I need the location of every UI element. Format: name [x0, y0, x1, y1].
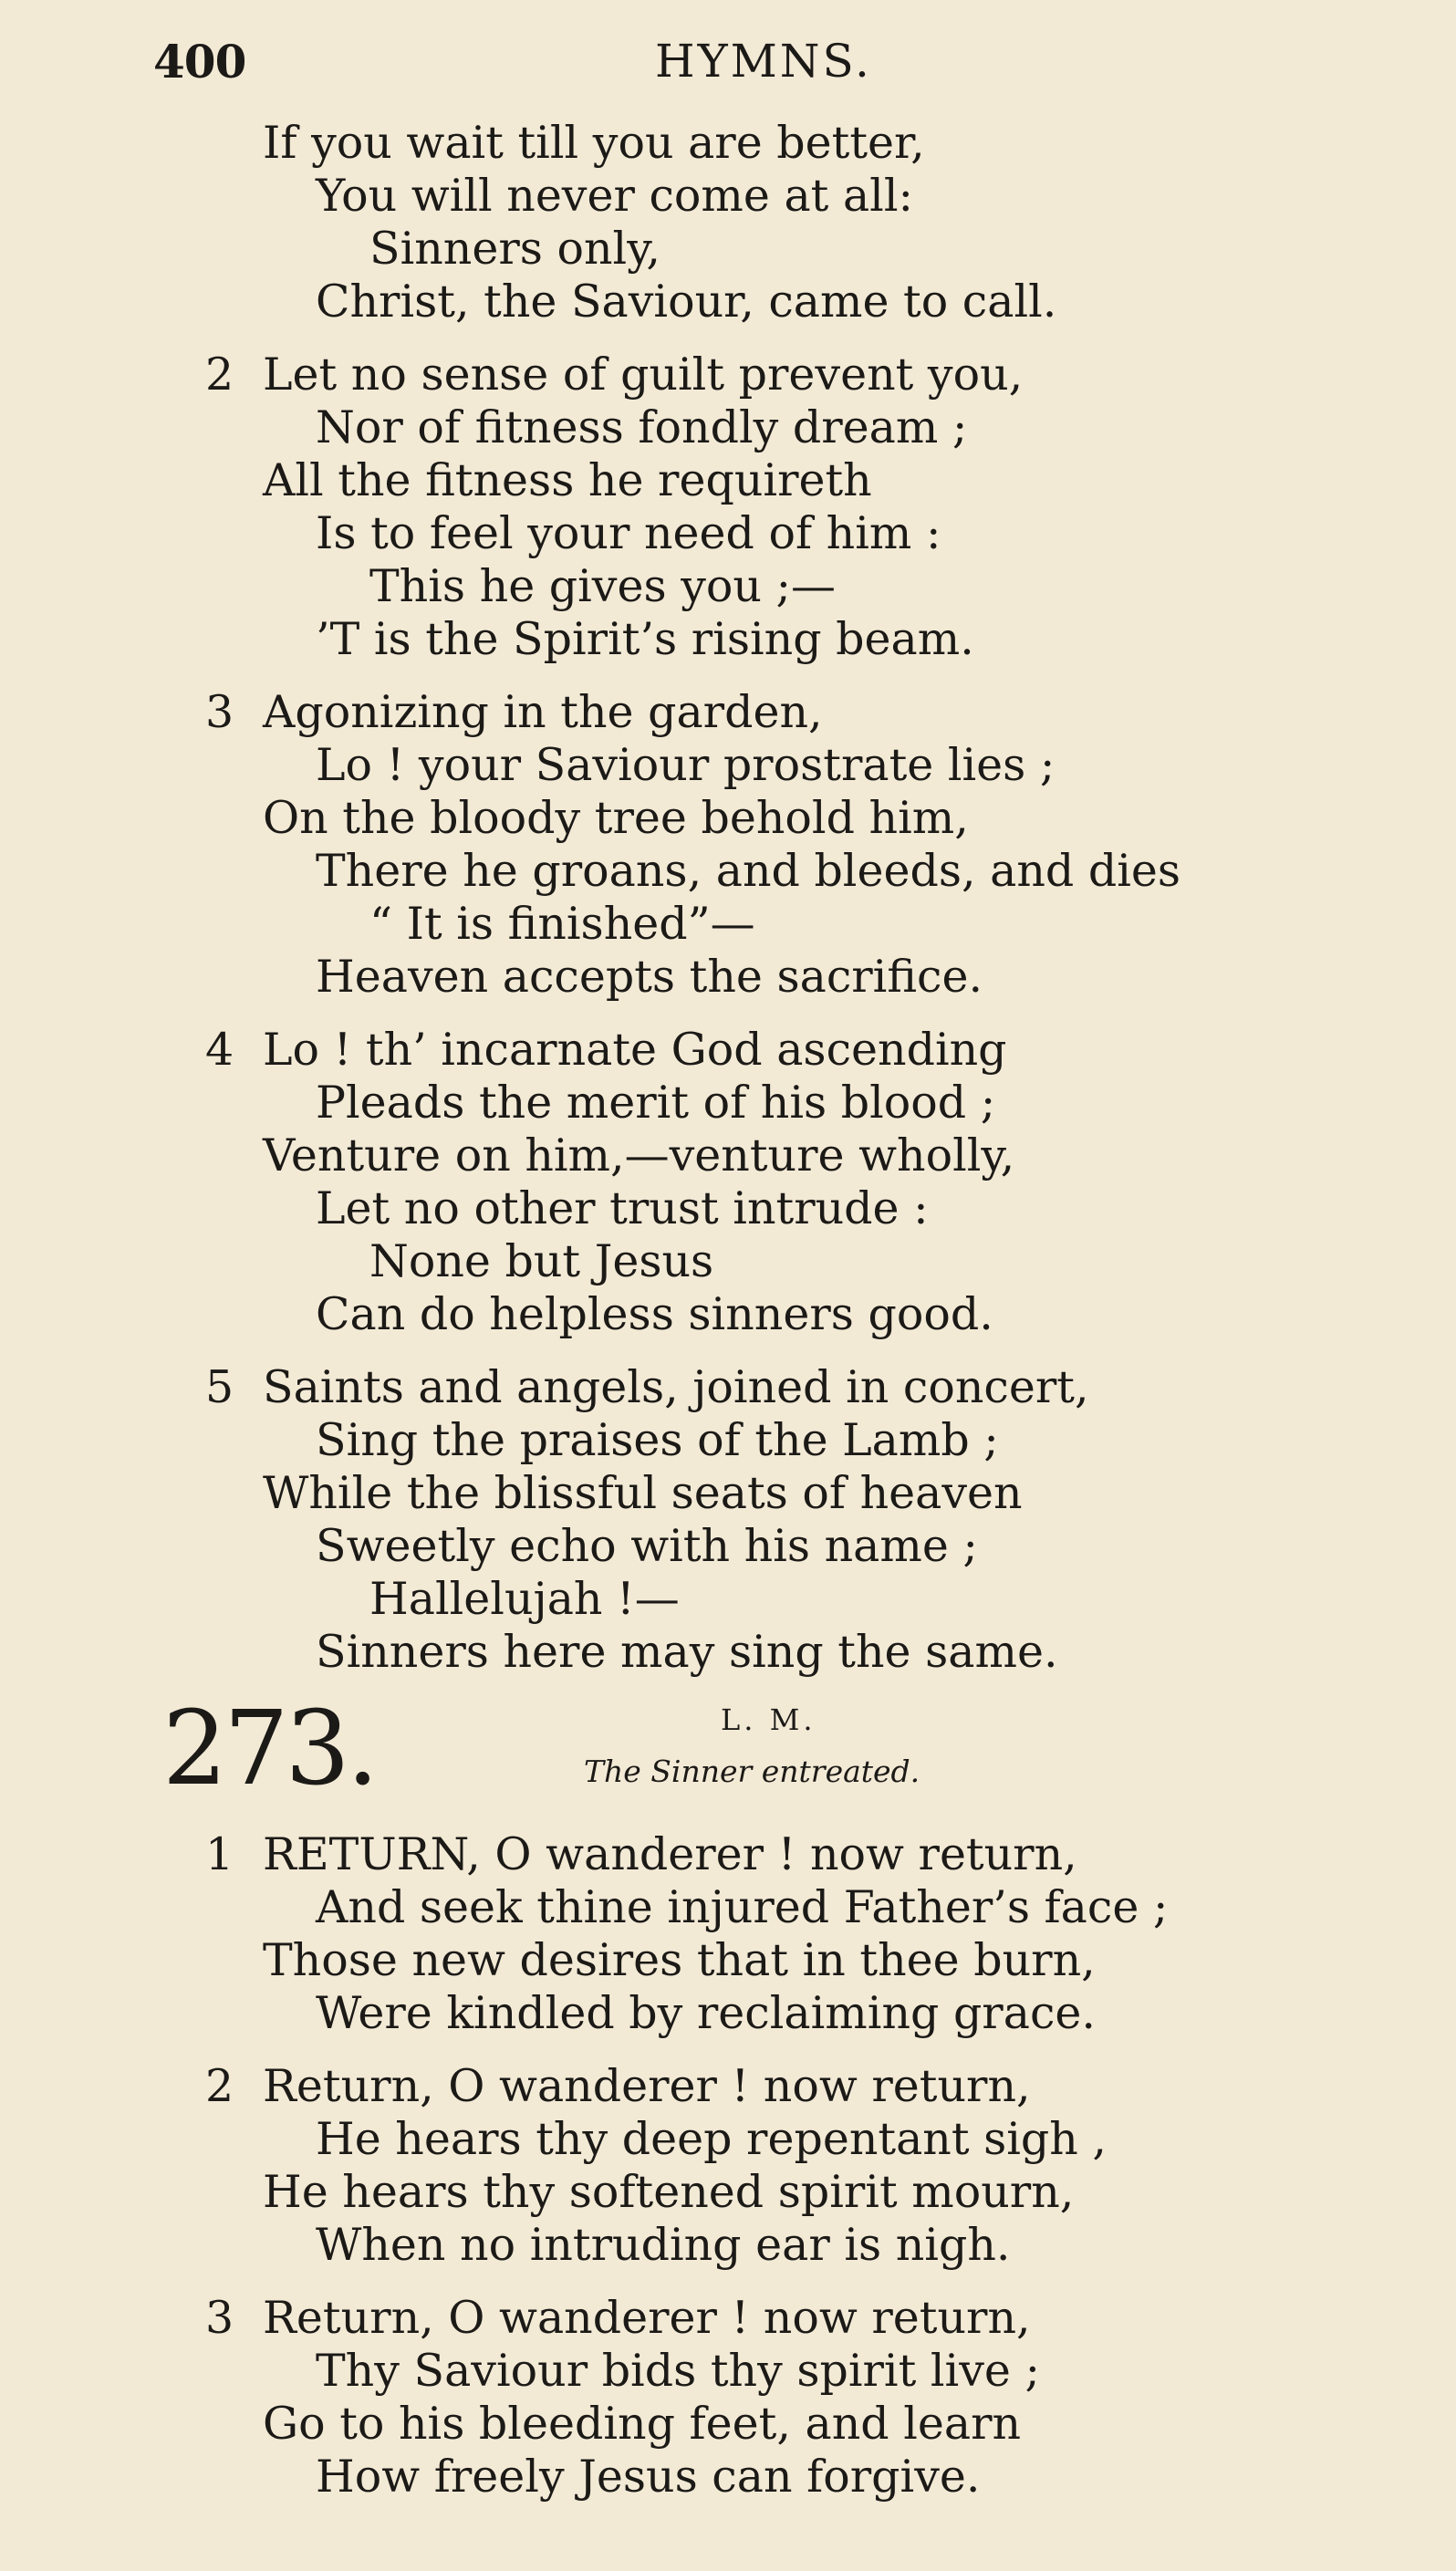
verse-line — [0, 1414, 1456, 1467]
verse-text: Venture on him,—venture wholly, — [263, 1129, 1015, 1181]
hymn-title: The Sinner entreated. — [584, 1754, 920, 1789]
stanza-number: 1 — [205, 1828, 234, 1880]
verse-line — [0, 951, 1456, 1004]
hymn-meter: L. M. — [721, 1702, 816, 1737]
verse-text: Lo ! your Saviour prostrate lies ; — [316, 739, 1056, 791]
verse-text: On the bloody tree behold him, — [263, 792, 969, 844]
previous-hymn-continuation — [0, 117, 1456, 1679]
verse-text: Hallelujah !— — [369, 1573, 680, 1625]
verse-line — [0, 2398, 1456, 2451]
verse-line — [0, 1626, 1456, 1679]
verse-text: Those new desires that in thee burn, — [263, 1934, 1096, 1986]
verse-text: This he gives you ;— — [369, 560, 837, 612]
stanza — [0, 1024, 1456, 1341]
verse-line — [0, 1934, 1456, 1987]
verse-text: RETURN, O wanderer ! now return, — [263, 1828, 1077, 1880]
verse-text: Were kindled by reclaiming grace. — [316, 1987, 1096, 2039]
verse-text: Thy Saviour bids thy spirit live ; — [316, 2345, 1040, 2397]
verse-line — [0, 507, 1456, 560]
stanza-number: 2 — [205, 349, 234, 401]
verse-line — [0, 2060, 1456, 2113]
verse-line — [0, 1077, 1456, 1129]
verse-text: Is to feel your need of him : — [316, 507, 941, 559]
verse-text: Heaven accepts the sacrifice. — [316, 951, 983, 1003]
verse-line — [0, 276, 1456, 328]
verse-text: Sweetly echo with his name ; — [316, 1520, 978, 1572]
verse-text: ’T is the Spirit’s rising beam. — [316, 613, 974, 665]
verse-text: “ It is finished”— — [369, 898, 755, 950]
verse-line — [0, 1182, 1456, 1235]
verse-text: Return, O wanderer ! now return, — [263, 2060, 1031, 2112]
verse-text: Go to his bleeding feet, and learn — [263, 2398, 1022, 2450]
verse-line — [0, 454, 1456, 507]
verse-line — [0, 2113, 1456, 2166]
verse-text: Lo ! th’ incarnate God ascending — [263, 1024, 1007, 1076]
stanza — [0, 117, 1456, 328]
verse-text: Return, O wanderer ! now return, — [263, 2292, 1031, 2344]
verse-text: While the blissful seats of heaven — [263, 1467, 1023, 1519]
verse-line — [0, 1467, 1456, 1520]
verse-line — [0, 560, 1456, 613]
verse-text: When no intruding ear is nigh. — [316, 2219, 1011, 2271]
verse-text: And seek thine injured Father’s face ; — [316, 1881, 1169, 1933]
verse-text: There he groans, and bleeds, and dies — [316, 845, 1181, 897]
verse-text: He hears thy softened spirit mourn, — [263, 2166, 1075, 2218]
stanza-number: 5 — [205, 1361, 234, 1413]
page-body — [0, 117, 1456, 2524]
verse-line — [0, 170, 1456, 223]
verse-line — [0, 223, 1456, 276]
verse-line — [0, 349, 1456, 401]
verse-line — [0, 401, 1456, 454]
verse-line — [0, 1520, 1456, 1573]
hymn-number: 273. — [162, 1690, 376, 1808]
page-header — [0, 26, 1456, 89]
verse-line — [0, 1024, 1456, 1077]
verse-text: If you wait till you are better, — [263, 117, 925, 169]
hymn-273-stanzas — [0, 1828, 1456, 2503]
verse-text: Pleads the merit of his blood ; — [316, 1077, 996, 1129]
stanza — [0, 2060, 1456, 2272]
stanza — [0, 1361, 1456, 1679]
stanza-number: 2 — [205, 2060, 234, 2112]
hymn-heading — [0, 1690, 1456, 1827]
page-number: 400 — [153, 35, 246, 88]
verse-line — [0, 1288, 1456, 1341]
verse-line — [0, 739, 1456, 792]
stanza-number: 3 — [205, 686, 234, 738]
verse-text: Let no sense of guilt prevent you, — [263, 349, 1024, 401]
verse-text: Sing the praises of the Lamb ; — [316, 1414, 999, 1466]
stanza — [0, 1828, 1456, 2040]
verse-line — [0, 2451, 1456, 2503]
verse-line — [0, 1361, 1456, 1414]
stanza-number: 4 — [205, 1024, 234, 1076]
verse-line — [0, 613, 1456, 666]
verse-line — [0, 845, 1456, 898]
verse-text: You will never come at all: — [316, 170, 914, 222]
verse-line — [0, 2292, 1456, 2345]
verse-text: Sinners here may sing the same. — [316, 1626, 1058, 1678]
verse-line — [0, 1129, 1456, 1182]
verse-line — [0, 2219, 1456, 2272]
verse-line — [0, 1987, 1456, 2040]
verse-text: Nor of fitness fondly dream ; — [316, 401, 968, 453]
verse-text: He hears thy deep repentant sigh , — [316, 2113, 1107, 2165]
verse-text: Can do helpless sinners good. — [316, 1288, 993, 1340]
verse-line — [0, 898, 1456, 951]
stanza — [0, 686, 1456, 1004]
verse-text: Agonizing in the garden, — [263, 686, 823, 738]
verse-text: Let no other trust intrude : — [316, 1182, 929, 1234]
verse-text: Saints and angels, joined in concert, — [263, 1361, 1089, 1413]
verse-text: None but Jesus — [369, 1235, 714, 1287]
verse-line — [0, 2166, 1456, 2219]
verse-text: Sinners only, — [369, 223, 660, 275]
verse-line — [0, 686, 1456, 739]
running-title: HYMNS. — [655, 35, 872, 88]
verse-line — [0, 1881, 1456, 1934]
verse-text: How freely Jesus can forgive. — [316, 2451, 981, 2503]
verse-text: Christ, the Saviour, came to call. — [316, 276, 1057, 328]
verse-line — [0, 792, 1456, 845]
verse-line — [0, 1235, 1456, 1288]
stanza — [0, 2292, 1456, 2503]
verse-line — [0, 2345, 1456, 2398]
verse-line — [0, 117, 1456, 170]
stanza-number: 3 — [205, 2292, 234, 2344]
verse-line — [0, 1573, 1456, 1626]
verse-text: All the fitness he requireth — [263, 454, 872, 506]
stanza — [0, 349, 1456, 666]
verse-line — [0, 1828, 1456, 1881]
